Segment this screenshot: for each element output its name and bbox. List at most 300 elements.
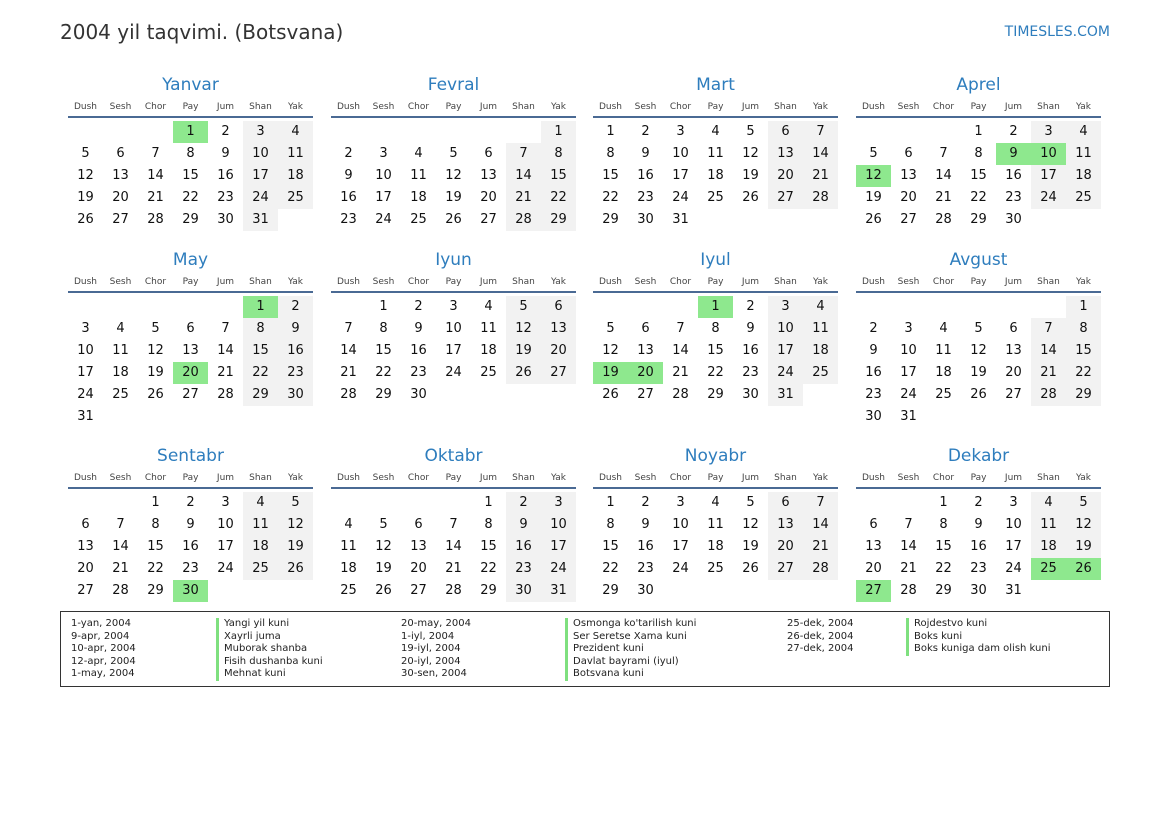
holiday-day-cell: 20 (628, 362, 663, 384)
day-cell: 22 (541, 187, 576, 209)
day-cell: 12 (77, 168, 94, 183)
day-cell: 4 (939, 321, 948, 336)
day-cell: 13 (768, 514, 803, 536)
day-cell: 12 (506, 318, 541, 340)
empty-day-cell (401, 121, 436, 143)
day-cell: 20 (768, 165, 803, 187)
day-cell: 29 (970, 212, 987, 227)
day-cell: 5 (746, 124, 755, 139)
site-link[interactable]: TIMESLES.COM (1004, 24, 1110, 40)
day-cell: 8 (939, 517, 948, 532)
day-cell: 28 (803, 558, 838, 580)
day-cell: 16 (340, 190, 357, 205)
day-cell: 4 (803, 296, 838, 318)
day-cell: 16 (410, 343, 427, 358)
legend-holiday-name: Fisih dushanba kuni (216, 656, 323, 669)
day-cell: 6 (768, 492, 803, 514)
weekday-label: Pay (445, 102, 462, 112)
weekday-header (68, 99, 313, 118)
weekday-header (856, 99, 1101, 118)
weekday-label: Pay (707, 277, 724, 287)
day-cell: 11 (340, 539, 357, 554)
day-cell: 5 (1066, 492, 1101, 514)
day-cell: 6 (414, 517, 423, 532)
day-cell: 15 (707, 343, 724, 358)
day-cell: 7 (803, 492, 838, 514)
day-cell: 31 (768, 384, 803, 406)
day-cell: 15 (602, 168, 619, 183)
day-grid (331, 121, 576, 231)
weekday-label: Yak (813, 473, 828, 483)
day-cell: 14 (112, 539, 129, 554)
day-cell: 5 (746, 495, 755, 510)
weekday-label: Pay (707, 102, 724, 112)
weekday-label: Pay (182, 102, 199, 112)
day-cell: 27 (900, 212, 917, 227)
day-cell: 10 (243, 143, 278, 165)
day-cell: 18 (803, 340, 838, 362)
day-cell: 11 (480, 321, 497, 336)
weekday-label: Sesh (109, 277, 132, 287)
day-cell: 18 (243, 536, 278, 558)
day-cell: 27 (410, 583, 427, 598)
legend-date: 1-yan, 2004 (71, 618, 131, 629)
day-cell: 29 (1066, 384, 1101, 406)
weekday-label: Dush (336, 277, 361, 287)
weekday-label: Sesh (897, 102, 920, 112)
day-cell: 18 (707, 539, 724, 554)
day-cell: 23 (742, 365, 759, 380)
day-cell: 12 (445, 168, 462, 183)
empty-day-cell (401, 492, 436, 514)
day-cell: 31 (1005, 583, 1022, 598)
day-cell: 6 (1009, 321, 1018, 336)
day-cell: 23 (637, 190, 654, 205)
day-cell: 24 (672, 561, 689, 576)
day-cell: 17 (672, 539, 689, 554)
day-cell: 31 (243, 209, 278, 231)
day-cell: 9 (344, 168, 353, 183)
day-cell: 16 (865, 365, 882, 380)
day-cell: 24 (768, 362, 803, 384)
legend-date: 1-iyl, 2004 (401, 630, 455, 642)
weekday-label: Dush (336, 102, 361, 112)
legend-date: 19-iyl, 2004 (401, 643, 461, 654)
day-cell: 30 (637, 583, 654, 598)
day-cell: 8 (186, 146, 195, 161)
day-grid (68, 121, 313, 231)
month-name: Aprel (956, 75, 1001, 95)
day-cell: 28 (340, 387, 357, 402)
weekday-label: Shan (249, 473, 272, 483)
holiday-day-cell: 1 (173, 121, 208, 143)
day-cell: 29 (147, 583, 164, 598)
day-cell: 9 (641, 517, 650, 532)
day-cell: 28 (445, 583, 462, 598)
day-cell: 25 (243, 558, 278, 580)
weekday-label: Sesh (897, 277, 920, 287)
empty-day-cell (68, 296, 103, 318)
legend-date: 10-apr, 2004 (71, 643, 136, 654)
weekday-label: Sesh (634, 102, 657, 112)
day-cell: 29 (182, 212, 199, 227)
holiday-day-cell: 30 (173, 580, 208, 602)
day-cell: 12 (147, 343, 164, 358)
weekday-header (68, 470, 313, 489)
month-sentabr (68, 445, 313, 602)
day-cell: 21 (506, 187, 541, 209)
day-cell: 1 (1066, 296, 1101, 318)
weekday-label: Pay (445, 277, 462, 287)
day-cell: 10 (672, 146, 689, 161)
day-cell: 1 (606, 495, 615, 510)
empty-day-cell (331, 296, 366, 318)
day-cell: 28 (217, 387, 234, 402)
day-cell: 26 (506, 362, 541, 384)
day-cell: 17 (243, 165, 278, 187)
weekday-label: Shan (1037, 102, 1060, 112)
weekday-label: Pay (182, 277, 199, 287)
day-cell: 12 (742, 146, 759, 161)
day-cell: 5 (606, 321, 615, 336)
holiday-day-cell: 25 (1031, 558, 1066, 580)
day-cell: 1 (151, 495, 160, 510)
weekday-label: Jum (216, 277, 235, 287)
legend-holiday-name: Osmonga ko'tarilish kuni (565, 618, 696, 631)
day-grid (331, 492, 576, 602)
empty-day-cell (506, 121, 541, 143)
weekday-label: Dush (598, 473, 623, 483)
day-cell: 14 (506, 165, 541, 187)
weekday-label: Chor (932, 277, 955, 287)
day-cell: 16 (742, 343, 759, 358)
month-name: Yanvar (162, 75, 219, 95)
legend-holiday-name: Muborak shanba (216, 643, 323, 656)
weekday-label: Yak (551, 102, 566, 112)
month-may (68, 249, 313, 428)
day-cell: 21 (217, 365, 234, 380)
month-yanvar (68, 74, 313, 231)
day-cell: 8 (243, 318, 278, 340)
empty-day-cell (103, 296, 138, 318)
day-cell: 9 (186, 517, 195, 532)
weekday-label: Sesh (109, 473, 132, 483)
weekday-label: Chor (144, 277, 167, 287)
weekday-label: Jum (1004, 102, 1023, 112)
legend-holiday-name: Ser Seretse Xama kuni (565, 631, 696, 644)
day-cell: 4 (278, 121, 313, 143)
weekday-label: Sesh (372, 473, 395, 483)
day-cell: 9 (414, 321, 423, 336)
day-cell: 2 (974, 495, 983, 510)
day-cell: 24 (672, 190, 689, 205)
day-cell: 7 (221, 321, 230, 336)
day-cell: 11 (707, 517, 724, 532)
legend-names-column (216, 618, 323, 681)
day-cell: 13 (768, 143, 803, 165)
day-cell: 15 (375, 343, 392, 358)
day-cell: 9 (506, 514, 541, 536)
day-cell: 5 (869, 146, 878, 161)
day-cell: 31 (900, 409, 917, 424)
day-cell: 4 (1066, 121, 1101, 143)
day-cell: 2 (641, 124, 650, 139)
day-cell: 11 (112, 343, 129, 358)
day-cell: 29 (243, 384, 278, 406)
day-cell: 2 (641, 495, 650, 510)
weekday-header (331, 470, 576, 489)
day-cell: 30 (742, 387, 759, 402)
day-cell: 26 (742, 561, 759, 576)
day-cell: 25 (707, 190, 724, 205)
day-cell: 28 (935, 212, 952, 227)
day-grid (856, 296, 1101, 428)
day-cell: 25 (410, 212, 427, 227)
month-iyun (331, 249, 576, 406)
day-cell: 19 (506, 340, 541, 362)
day-cell: 29 (602, 583, 619, 598)
day-cell: 21 (112, 561, 129, 576)
day-cell: 14 (217, 343, 234, 358)
legend-dates-column (71, 618, 136, 681)
holiday-legend (60, 611, 1110, 687)
weekday-label: Yak (288, 102, 303, 112)
legend-date: 12-apr, 2004 (71, 655, 136, 667)
day-cell: 2 (344, 146, 353, 161)
day-cell: 28 (112, 583, 129, 598)
month-mart (593, 74, 838, 231)
day-cell: 7 (344, 321, 353, 336)
weekday-label: Dush (73, 277, 98, 287)
day-cell: 19 (445, 190, 462, 205)
day-cell: 26 (602, 387, 619, 402)
day-cell: 20 (77, 561, 94, 576)
day-cell: 23 (410, 365, 427, 380)
day-cell: 15 (147, 539, 164, 554)
day-cell: 18 (278, 165, 313, 187)
empty-day-cell (663, 296, 698, 318)
day-cell: 7 (803, 121, 838, 143)
day-cell: 2 (1009, 124, 1018, 139)
day-cell: 19 (970, 365, 987, 380)
day-cell: 14 (1031, 340, 1066, 362)
weekday-label: Chor (932, 102, 955, 112)
day-cell: 10 (77, 343, 94, 358)
day-cell: 25 (480, 365, 497, 380)
day-cell: 25 (278, 187, 313, 209)
legend-date: 27-dek, 2004 (787, 643, 854, 654)
empty-day-cell (891, 492, 926, 514)
day-cell: 20 (865, 561, 882, 576)
day-cell: 13 (637, 343, 654, 358)
day-cell: 6 (904, 146, 913, 161)
day-cell: 30 (506, 580, 541, 602)
weekday-label: Jum (216, 473, 235, 483)
weekday-label: Yak (1076, 277, 1091, 287)
day-cell: 3 (243, 121, 278, 143)
day-cell: 17 (375, 190, 392, 205)
legend-holiday-name: Prezident kuni (565, 643, 696, 656)
legend-dates-column (787, 618, 853, 656)
day-cell: 1 (606, 124, 615, 139)
weekday-label: Sesh (109, 102, 132, 112)
month-dekabr (856, 445, 1101, 602)
day-cell: 24 (445, 365, 462, 380)
day-cell: 10 (1005, 517, 1022, 532)
legend-holiday-name: Boks kuni (906, 631, 1050, 644)
day-cell: 22 (602, 561, 619, 576)
month-noyabr (593, 445, 838, 602)
day-cell: 14 (147, 168, 164, 183)
day-cell: 1 (484, 495, 493, 510)
day-cell: 3 (221, 495, 230, 510)
day-cell: 16 (637, 539, 654, 554)
day-cell: 16 (278, 340, 313, 362)
day-cell: 21 (340, 365, 357, 380)
day-cell: 18 (112, 365, 129, 380)
day-cell: 6 (484, 146, 493, 161)
day-cell: 8 (974, 146, 983, 161)
weekday-label: Chor (144, 102, 167, 112)
day-cell: 4 (711, 495, 720, 510)
empty-day-cell (628, 296, 663, 318)
empty-day-cell (961, 296, 996, 318)
empty-day-cell (366, 492, 401, 514)
day-grid (68, 492, 313, 602)
day-cell: 6 (541, 296, 576, 318)
day-cell: 11 (1031, 514, 1066, 536)
day-cell: 19 (742, 539, 759, 554)
weekday-label: Chor (932, 473, 955, 483)
legend-date: 20-may, 2004 (401, 618, 471, 629)
day-cell: 7 (676, 321, 685, 336)
weekday-label: Yak (1076, 473, 1091, 483)
weekday-header (593, 470, 838, 489)
weekday-label: Shan (512, 473, 535, 483)
day-cell: 16 (970, 539, 987, 554)
day-cell: 22 (970, 190, 987, 205)
day-cell: 4 (243, 492, 278, 514)
day-cell: 19 (147, 365, 164, 380)
holiday-day-cell: 27 (856, 580, 891, 602)
day-cell: 6 (116, 146, 125, 161)
day-cell: 7 (506, 143, 541, 165)
weekday-label: Dush (861, 102, 886, 112)
day-cell: 28 (672, 387, 689, 402)
day-cell: 6 (641, 321, 650, 336)
day-cell: 11 (410, 168, 427, 183)
weekday-label: Dush (598, 102, 623, 112)
day-cell: 18 (410, 190, 427, 205)
weekday-label: Shan (774, 473, 797, 483)
day-cell: 30 (278, 384, 313, 406)
day-grid (331, 296, 576, 406)
day-cell: 29 (375, 387, 392, 402)
day-cell: 31 (77, 409, 94, 424)
empty-day-cell (856, 121, 891, 143)
day-cell: 3 (676, 124, 685, 139)
day-cell: 2 (221, 124, 230, 139)
day-cell: 22 (935, 561, 952, 576)
legend-holiday-name: Mehnat kuni (216, 668, 323, 681)
day-cell: 10 (768, 318, 803, 340)
legend-date: 25-dek, 2004 (787, 618, 854, 629)
day-cell: 2 (506, 492, 541, 514)
holiday-day-cell: 10 (1031, 143, 1066, 165)
legend-names-column (565, 618, 696, 681)
weekday-label: Yak (813, 102, 828, 112)
day-cell: 9 (641, 146, 650, 161)
weekday-label: Yak (288, 277, 303, 287)
day-cell: 27 (768, 187, 803, 209)
day-cell: 5 (379, 517, 388, 532)
weekday-label: Shan (249, 102, 272, 112)
weekday-label: Chor (669, 277, 692, 287)
day-cell: 5 (81, 146, 90, 161)
empty-day-cell (103, 492, 138, 514)
weekday-label: Dush (861, 473, 886, 483)
legend-date: 20-iyl, 2004 (401, 655, 461, 667)
day-cell: 15 (1066, 340, 1101, 362)
empty-day-cell (856, 296, 891, 318)
empty-day-cell (471, 121, 506, 143)
empty-day-cell (436, 492, 471, 514)
day-cell: 8 (151, 517, 160, 532)
day-cell: 3 (904, 321, 913, 336)
weekday-label: Shan (774, 102, 797, 112)
day-cell: 17 (217, 539, 234, 554)
day-cell: 16 (182, 539, 199, 554)
weekday-label: Jum (216, 102, 235, 112)
empty-day-cell (68, 121, 103, 143)
empty-day-cell (103, 121, 138, 143)
day-cell: 13 (410, 539, 427, 554)
day-cell: 13 (182, 343, 199, 358)
weekday-label: Chor (669, 102, 692, 112)
day-cell: 27 (112, 212, 129, 227)
holiday-day-cell: 12 (856, 165, 891, 187)
day-cell: 9 (974, 517, 983, 532)
day-cell: 7 (151, 146, 160, 161)
weekday-label: Jum (741, 473, 760, 483)
day-cell: 20 (541, 340, 576, 362)
day-cell: 23 (506, 558, 541, 580)
empty-day-cell (208, 296, 243, 318)
weekday-label: Jum (741, 277, 760, 287)
day-cell: 6 (186, 321, 195, 336)
empty-day-cell (366, 121, 401, 143)
day-cell: 20 (1005, 365, 1022, 380)
day-cell: 17 (768, 340, 803, 362)
day-cell: 7 (904, 517, 913, 532)
day-cell: 15 (602, 539, 619, 554)
day-cell: 13 (1005, 343, 1022, 358)
day-cell: 21 (935, 190, 952, 205)
day-cell: 3 (1031, 121, 1066, 143)
day-cell: 24 (900, 387, 917, 402)
weekday-label: Yak (551, 277, 566, 287)
day-cell: 12 (970, 343, 987, 358)
day-cell: 24 (217, 561, 234, 576)
day-cell: 14 (900, 539, 917, 554)
legend-holiday-name: Rojdestvo kuni (906, 618, 1050, 631)
day-cell: 14 (445, 539, 462, 554)
day-cell: 8 (711, 321, 720, 336)
day-cell: 4 (484, 299, 493, 314)
day-cell: 22 (375, 365, 392, 380)
weekday-label: Pay (707, 473, 724, 483)
legend-dates-column (401, 618, 471, 681)
